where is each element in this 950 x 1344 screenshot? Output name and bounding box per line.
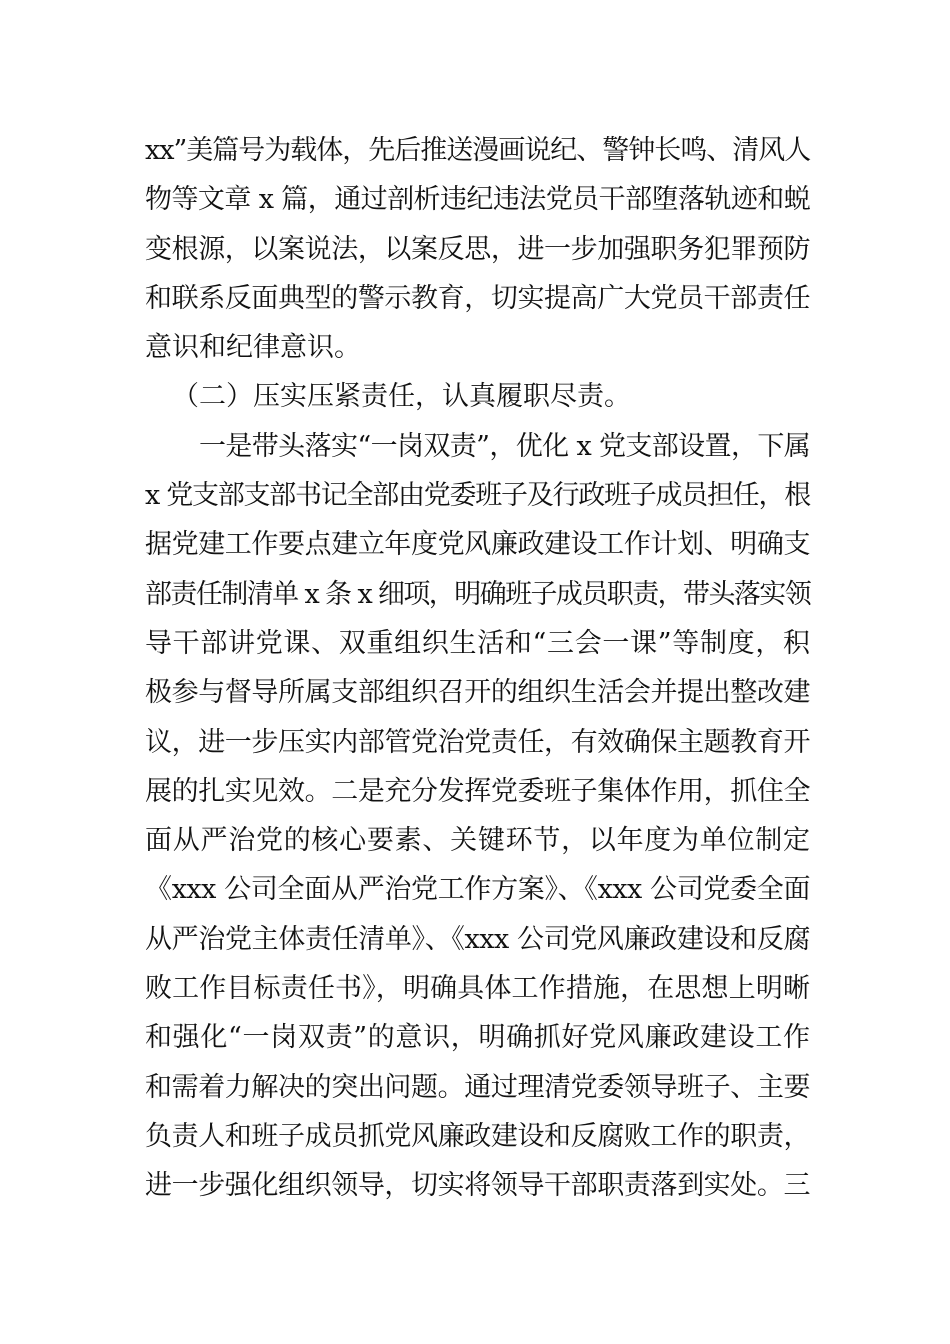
text-line: x 党支部支部书记全部由党委班子及行政班子成员担任，根 xyxy=(145,480,811,512)
text-line: 展的扎实见效。二是充分发挥党委班子集体作用，抓住全 xyxy=(145,775,810,807)
text-line: 导干部讲党课、双重组织生活和“三会一课”等制度，积 xyxy=(145,627,810,659)
body-text xyxy=(145,126,810,1211)
text-line: 败工作目标责任书》，明确具体工作措施，在思想上明晰 xyxy=(145,973,810,1005)
text-line: 部责任制清单 x 条 x 细项，明确班子成员职责，带头落实领 xyxy=(145,578,810,610)
text-line: 负责人和班子成员抓党风廉政建设和反腐败工作的职责， xyxy=(145,1120,810,1152)
section-heading: （二）压实压紧责任，认真履职尽责。 xyxy=(172,381,631,413)
text-line: 物等文章 x 篇，通过剖析违纪违法党员干部堕落轨迹和蜕 xyxy=(145,184,810,216)
paragraph-first-line: 一是带头落实“一岗双责”，优化 x 党支部设置，下属 xyxy=(199,430,810,462)
text-line: 据党建工作要点建立年度党风廉政建设工作计划、明确支 xyxy=(145,529,810,561)
text-line: 意识和纪律意识。 xyxy=(145,332,361,364)
text-line: 议，进一步压实内部管党治党责任，有效确保主题教育开 xyxy=(145,726,810,758)
text-line: 进一步强化组织领导，切实将领导干部职责落到实处。三 xyxy=(145,1170,810,1202)
text-line: 从严治党主体责任清单》、《xxx 公司党风廉政建设和反腐 xyxy=(145,923,810,955)
text-line: 和需着力解决的突出问题。通过理清党委领导班子、主要 xyxy=(145,1071,810,1103)
text-line: 极参与督导所属支部组织召开的组织生活会并提出整改建 xyxy=(145,677,810,709)
text-line: 变根源，以案说法，以案反思，进一步加强职务犯罪预防 xyxy=(145,233,810,265)
text-line: 和联系反面典型的警示教育，切实提高广大党员干部责任 xyxy=(145,282,810,314)
text-line: 面从严治党的核心要素、关键环节，以年度为单位制定 xyxy=(145,825,810,857)
text-line: 《xxx 公司全面从严治党工作方案》、《xxx 公司党委全面 xyxy=(145,874,810,906)
text-line: xx”美篇号为载体，先后推送漫画说纪、警钟长鸣、清风人 xyxy=(145,135,811,166)
text-line: 和强化“一岗双责”的意识，明确抓好党风廉政建设工作 xyxy=(145,1022,810,1054)
